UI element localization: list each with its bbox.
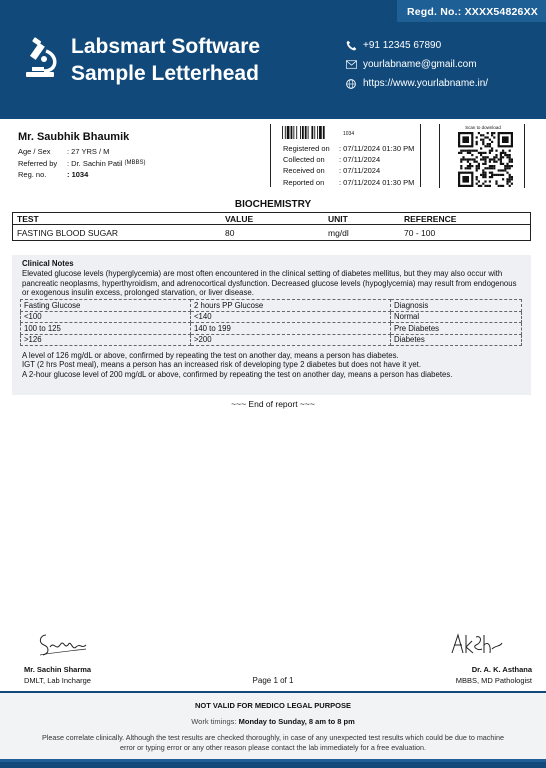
end-of-report: ~~~ End of report ~~~ [231, 399, 315, 409]
website-row [345, 74, 488, 93]
page-number: Page 1 of 1 [252, 676, 294, 685]
timings-value: Monday to Sunday, 8 am to 8 pm [238, 717, 355, 726]
referred-by-label: Referred by [18, 158, 58, 168]
table-cell: <100 [21, 311, 191, 323]
lab-name [71, 33, 260, 87]
results-header-row [13, 213, 530, 225]
left-signatory-name: Mr. Sachin Sharma [24, 665, 92, 674]
date-label: Collected on [283, 155, 325, 165]
notes-line: A level of 126 mg/dL or above, confirmed by repeating the test on another day, means a person has diabetes. [22, 351, 399, 361]
notes-line: A 2-hour glucose level of 200 mg/dL or above, confirmed by repeating the test on another day, means a person has diabetes. [22, 369, 453, 379]
date-value: : 07/11/2024 01:30 PM [339, 177, 415, 187]
date-row [283, 143, 414, 154]
date-value: : 07/11/2024 [339, 166, 381, 176]
table-cell: 2 hours PP Glucose [191, 300, 391, 312]
work-timings [0, 717, 546, 726]
right-signatory-name: Dr. A. K. Asthana [471, 665, 532, 674]
right-signature-image [448, 625, 508, 661]
sample-dates-block [270, 124, 421, 187]
website-url[interactable]: https://www.yourlabname.in/ [363, 78, 489, 89]
table-cell: Fasting Glucose [21, 300, 191, 312]
referred-by-qualification: (MBBS) [124, 160, 146, 167]
globe-icon [345, 78, 357, 90]
age-sex-label: Age / Sex [18, 147, 51, 157]
table-cell: 100 to 125 [21, 323, 191, 335]
footer-bar [0, 762, 546, 768]
date-row [283, 177, 414, 188]
email-icon [345, 59, 357, 71]
referred-by-value: : Dr. Sachin Patil [67, 158, 123, 168]
table-row [21, 300, 522, 312]
patient-info [18, 131, 146, 181]
date-value: : 07/11/2024 [339, 155, 381, 165]
qr-code-image[interactable] [458, 132, 513, 187]
result-test: FASTING BLOOD SUGAR [17, 227, 119, 238]
patient-name: Mr. Saubhik Bhaumik [18, 131, 130, 143]
qr-caption: Scan to download [465, 125, 501, 130]
table-cell: 140 to 199 [191, 323, 391, 335]
result-unit: mg/dl [328, 227, 349, 238]
results-table [12, 212, 531, 241]
table-cell: Pre Diabetes [391, 323, 522, 335]
dates-list [283, 143, 414, 188]
table-cell: >200 [191, 334, 391, 346]
header-value: VALUE [225, 213, 254, 224]
barcode-image [282, 126, 338, 139]
lab-name-line2: Sample Letterhead [71, 62, 259, 85]
date-value: : 07/11/2024 01:30 PM [339, 144, 415, 154]
date-label: Reported on [283, 177, 325, 187]
table-row [21, 311, 522, 323]
notes-title: Clinical Notes [22, 259, 74, 268]
notes-paragraph: Elevated glucose levels (hyperglycemia) are most often encountered in the clinical setting of diabetes mellitus, but they may also occur with pancreatic neoplasms, hyperthyroidism, and adrenocortical dysfunction. Decreased glucose levels (hypoglycemia) may result from endogenous or exogenous insulin excess, prolonged starvation, or liver disease. [22, 269, 517, 297]
reg-no-value: : 1034 [67, 170, 89, 180]
registration-number: Regd. No.: XXXX54826XX [397, 0, 546, 22]
table-cell: Diabetes [391, 334, 522, 346]
header-reference: REFERENCE [404, 213, 457, 224]
timings-label: Work timings: [191, 717, 237, 726]
date-label: Registered on [283, 144, 330, 154]
age-sex-value: : 27 YRS / M [67, 147, 110, 157]
date-row [283, 165, 414, 176]
qr-block [439, 124, 525, 188]
result-value: 80 [225, 227, 235, 238]
lab-name-line1: Labsmart Software [71, 35, 261, 58]
clinical-notes [12, 255, 531, 395]
notes-line: IGT (2 hrs Post meal), means a person has an increased risk of developing type 2 diabetes but does not have it yet. [22, 360, 422, 370]
header-unit: UNIT [328, 213, 348, 224]
date-row [283, 154, 414, 165]
email-address[interactable]: yourlabname@gmail.com [363, 59, 477, 70]
table-cell: <140 [191, 311, 391, 323]
right-signatory-title: MBBS, MD Pathologist [455, 676, 532, 685]
phone-icon [345, 40, 357, 52]
date-label: Received on [283, 166, 325, 176]
table-row [13, 225, 530, 240]
left-signatory-title: DMLT, Lab Incharge [24, 676, 91, 685]
microscope-logo-icon [24, 37, 58, 79]
barcode-number: 1034 [343, 131, 355, 137]
table-cell: Normal [391, 311, 522, 323]
contact-block [345, 36, 488, 93]
header-test: TEST [17, 213, 39, 224]
not-valid-notice: NOT VALID FOR MEDICO LEGAL PURPOSE [195, 701, 351, 710]
section-title: BIOCHEMISTRY [234, 199, 312, 210]
email-row [345, 55, 488, 74]
table-row [21, 323, 522, 335]
reg-no-label: Reg. no. [18, 170, 47, 180]
letterhead-footer [0, 691, 546, 768]
result-reference: 70 - 100 [404, 227, 436, 238]
reg-no-row [18, 169, 146, 181]
disclaimer: Please correlate clinically. Although the test results are checked thoroughly, in case of any unexpected test results which could be due to machine error or typing error or any other reason please contact the lab immediately for a free evaluation. [42, 733, 504, 752]
table-row [21, 334, 522, 346]
letterhead-header [0, 0, 546, 119]
phone-row [345, 36, 488, 55]
phone-number[interactable]: +91 12345 67890 [363, 40, 442, 51]
age-sex-row [18, 146, 146, 158]
table-cell: Diagnosis [391, 300, 522, 312]
table-cell: >126 [21, 334, 191, 346]
glucose-reference-table [20, 299, 522, 346]
referred-by-row [18, 158, 146, 170]
left-signature-image [32, 625, 92, 661]
